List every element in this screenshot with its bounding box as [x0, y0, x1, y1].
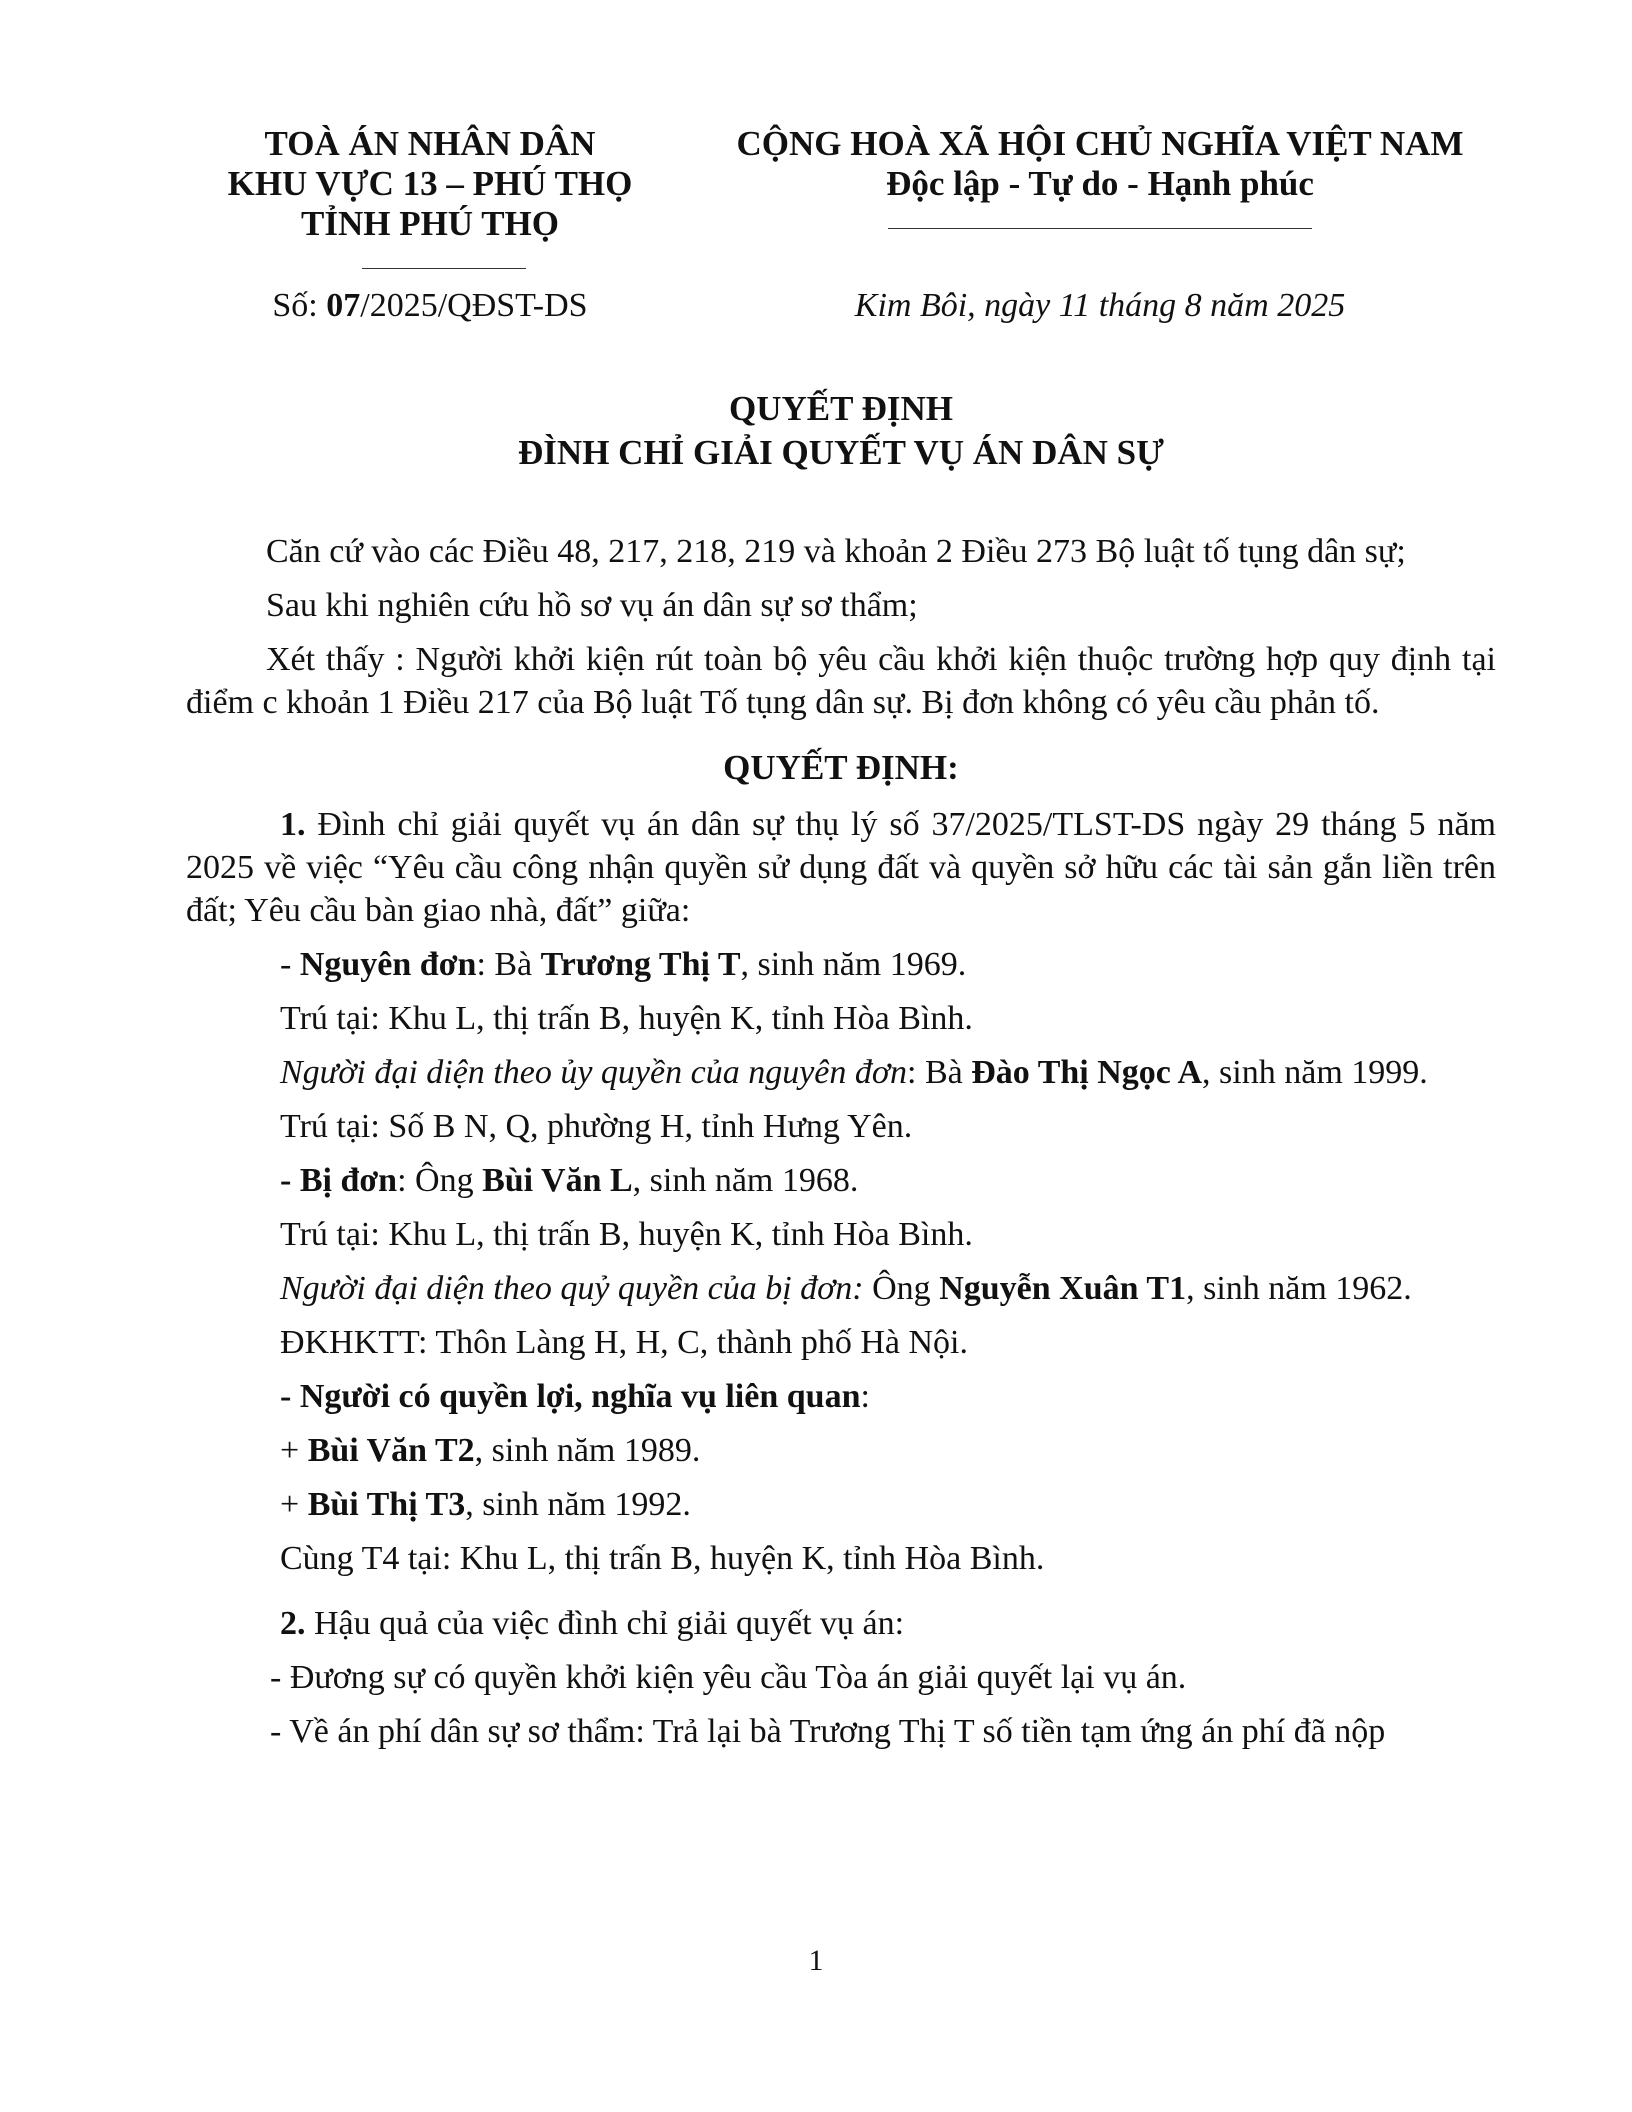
- court-header: [190, 124, 670, 244]
- related-party-2-name: Bùi Thị T3: [307, 1486, 466, 1523]
- decision-number: [190, 286, 670, 326]
- related-parties-residence: Cùng T4 tại: Khu L, thị trấn B, huyện K, tỉnh Hòa Bình.: [280, 1540, 1045, 1577]
- number-suffix: /2025/QĐST-DS: [360, 287, 588, 324]
- court-header-underline: [362, 268, 526, 269]
- page-number: 1: [808, 1944, 824, 1977]
- study-note: Sau khi nghiên cứu hồ sơ vụ án dân sự sơ thẩm;: [266, 587, 918, 624]
- defendant-residence: Trú tại: Khu L, thị trấn B, huyện K, tỉnh Hòa Bình.: [280, 1216, 973, 1253]
- related-party-1-birth: , sinh năm 1989.: [474, 1432, 701, 1469]
- plaintiff: [280, 943, 1496, 986]
- item-2-consequence-2: - Về án phí dân sự sơ thẩm: Trả lại bà Trương Thị T số tiền tạm ứng án phí đã nộp: [270, 1713, 1386, 1750]
- defendant-rep-name: Nguyễn Xuân T1: [939, 1270, 1187, 1307]
- plaintiff-rep-label: Người đại diện theo ủy quyền của nguyên đơn: [280, 1054, 908, 1091]
- document-title: QUYẾT ĐỊNH: [729, 389, 953, 428]
- item-1-number: 1.: [280, 806, 306, 843]
- nation-header-underline: [888, 228, 1312, 229]
- related-party-2-marker: +: [280, 1486, 308, 1523]
- related-party-2: [280, 1483, 1496, 1526]
- court-name-line2: KHU VỰC 13 – PHÚ THỌ: [227, 164, 633, 203]
- legal-basis: Căn cứ vào các Điều 48, 217, 218, 219 và khoản 2 Điều 273 Bộ luật tố tụng dân sự;: [266, 533, 1406, 570]
- plaintiff-rep-title: : Bà: [907, 1054, 972, 1091]
- finding: Xét thấy : Người khởi kiện rút toàn bộ yêu cầu khởi kiện thuộc trường hợp quy định tại điểm c khoản 1 Điều 217 của Bộ luật Tố tụng dân sự. Bị đơn không có yêu cầu phản tố.: [186, 641, 1496, 721]
- court-name-line3: TỈNH PHÚ THỌ: [300, 204, 559, 243]
- plaintiff-dash: -: [280, 946, 300, 983]
- item-1: [186, 803, 1496, 932]
- related-party-1: [280, 1429, 1496, 1472]
- document-body: [186, 530, 1496, 1764]
- defendant-rep-residence: ĐKHKTT: Thôn Làng H, H, C, thành phố Hà Nội.: [280, 1324, 968, 1361]
- nation-name: CỘNG HOÀ XÃ HỘI CHỦ NGHĨA VIỆT NAM: [736, 124, 1464, 163]
- plaintiff-residence: Trú tại: Khu L, thị trấn B, huyện K, tỉnh Hòa Bình.: [280, 1000, 973, 1037]
- document-subtitle: ĐÌNH CHỈ GIẢI QUYẾT VỤ ÁN DÂN SỰ: [518, 433, 1164, 472]
- plaintiff-rep-name: Đào Thị Ngọc A: [971, 1054, 1203, 1091]
- related-parties-colon: :: [860, 1378, 870, 1415]
- related-party-2-birth: , sinh năm 1992.: [465, 1486, 691, 1523]
- defendant-rep-label: Người đại diện theo quỷ quyền của bị đơn:: [280, 1270, 864, 1307]
- related-party-1-marker: +: [280, 1432, 308, 1469]
- defendant-rep-birth: , sinh năm 1962.: [1186, 1270, 1412, 1307]
- plaintiff-label: Nguyên đơn: [299, 946, 477, 983]
- defendant: [280, 1159, 1496, 1202]
- defendant-name: Bùi Văn L: [482, 1162, 633, 1199]
- plaintiff-representative: [186, 1051, 1496, 1094]
- place-and-date: Kim Bôi, ngày 11 tháng 8 năm 2025: [854, 287, 1346, 324]
- item-2-text: Hậu quả của việc đình chỉ giải quyết vụ án:: [305, 1605, 905, 1642]
- defendant-representative: [186, 1267, 1496, 1310]
- nation-motto: Độc lập - Tự do - Hạnh phúc: [886, 164, 1314, 203]
- item-2-number: 2.: [280, 1605, 306, 1642]
- plaintiff-rep-birth: , sinh năm 1999.: [1202, 1054, 1428, 1091]
- item-2: [280, 1602, 1496, 1645]
- court-name-line1: TOÀ ÁN NHÂN DÂN: [264, 124, 596, 163]
- related-parties-label: - Người có quyền lợi, nghĩa vụ liên quan: [280, 1378, 861, 1415]
- plaintiff-rep-residence: Trú tại: Số B N, Q, phường H, tỉnh Hưng Yên.: [280, 1108, 913, 1145]
- defendant-title: : Ông: [397, 1162, 483, 1199]
- related-party-1-name: Bùi Văn T2: [307, 1432, 475, 1469]
- plaintiff-title: : Bà: [476, 946, 541, 983]
- nation-header: [720, 124, 1480, 204]
- item-1-text: Đình chỉ giải quyết vụ án dân sự thụ lý số 37/2025/TLST-DS ngày 29 tháng 5 năm 2025 về việc “Yêu cầu công nhận quyền sử dụng đất và quyền sở hữu các tài sản gắn liền trên đất; Yêu cầu bàn giao nhà, đất” giữa:: [186, 806, 1496, 929]
- related-parties-heading: [280, 1375, 1496, 1418]
- number-value: 07: [326, 287, 361, 324]
- defendant-birth: , sinh năm 1968.: [632, 1162, 859, 1199]
- item-2-consequence-1: - Đương sự có quyền khởi kiện yêu cầu Tòa án giải quyết lại vụ án.: [270, 1659, 1187, 1696]
- plaintiff-birth: , sinh năm 1969.: [740, 946, 967, 983]
- defendant-label: - Bị đơn: [280, 1162, 398, 1199]
- number-prefix: Số:: [272, 287, 327, 324]
- decision-heading: QUYẾT ĐỊNH:: [723, 748, 959, 787]
- defendant-rep-title: Ông: [863, 1270, 940, 1307]
- plaintiff-name: Trương Thị T: [540, 946, 741, 983]
